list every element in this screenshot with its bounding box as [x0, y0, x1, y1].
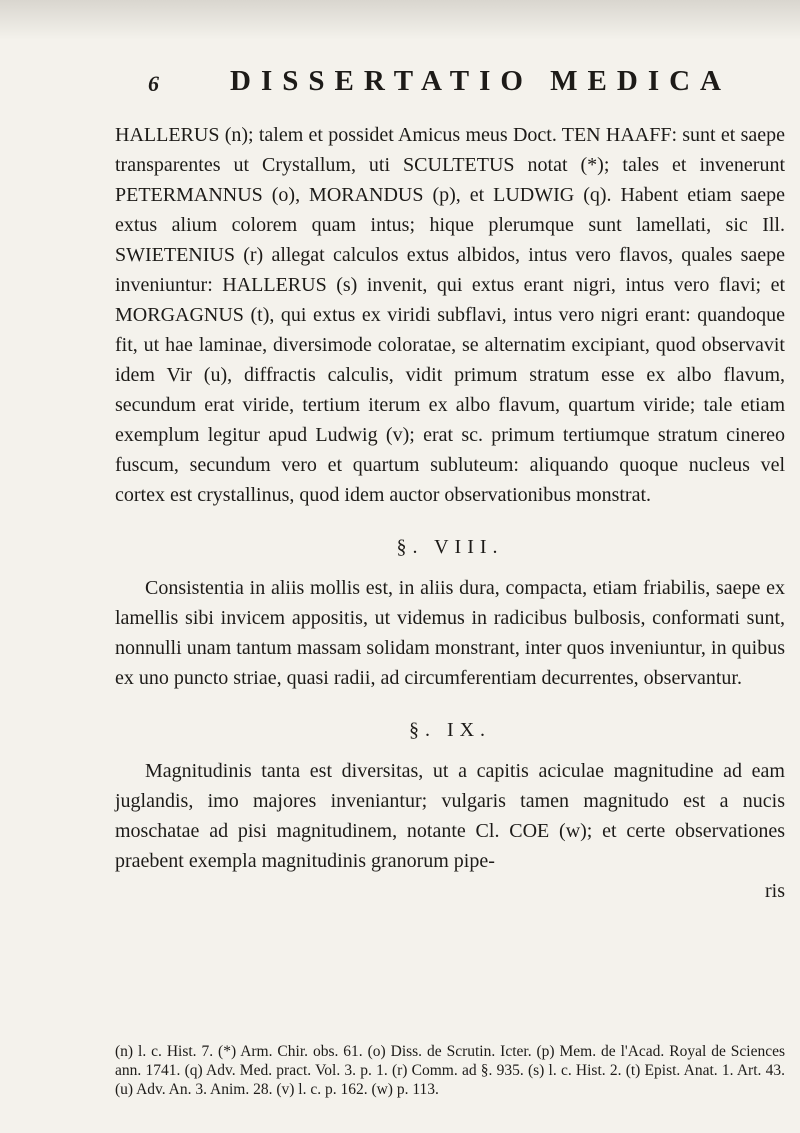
running-title: DISSERTATIO MEDICA: [230, 65, 731, 97]
paragraph-consistentia: Consistentia in aliis mollis est, in aliis dura, compacta, etiam friabilis, saepe ex lamellis sibi invicem appositis, ut videmus in radicibus bulbosis, conformati sunt, nonnulli unam tantum massam solidam monstrant, inter quos inveniuntur, in quibus ex uno puncto striae, quasi radii, ad circumferentiam decurrentes, observantur.: [115, 577, 785, 689]
page-edge-shadow: [0, 0, 800, 40]
catchword: ris: [765, 880, 785, 902]
body-text: [115, 120, 785, 906]
paragraph-calculi-colors: HALLERUS (n); talem et possidet Amicus meus Doct. TEN HAAFF: sunt et saepe transparentes ut Crystallum, uti SCULTETUS notat (*); tales et invenerunt PETERMANNUS (o), MORANDUS (p), et LUDWIG (q). Habent etiam saepe extus alium colorem quam intus; hique plerumque sunt lamellati, sic Ill. SWIETENIUS (r) allegat calculos extus albidos, intus vero flavos, quales saepe inveniuntur: HALLERUS (s) invenit, qui extus erant nigri, intus vero flavi; et MORGAGNUS (t), qui extus ex viridi subflavi, intus vero nigri erant: quandoque fit, ut hae laminae, diversimode coloratae, se alternatim excipiant, quod observavit idem Vir (u), diffractis calculis, vidit primum stratum esse ex albo flavum, secundum erat viride, tertium iterum ex albo flavum, quartum viride; tale etiam exemplum legitur apud Ludwig (v); erat sc. primum tertiumque stratum cinereo fuscum, secundum vero et quartum subluteum: aliquando quoque nucleus vel cortex est crystallinus, quod idem auctor observationibus monstrat.: [115, 124, 785, 506]
page-number: 6: [148, 71, 159, 96]
section-heading-9: §. IX.: [408, 719, 492, 741]
page-header: [0, 65, 800, 105]
section-heading-8: §. VIII.: [396, 536, 504, 558]
footnotes: (n) l. c. Hist. 7. (*) Arm. Chir. obs. 61. (o) Diss. de Scrutin. Icter. (p) Mem. de l'Acad. Royal de Sciences ann. 1741. (q) Adv. Med. pract. Vol. 3. p. 1. (r) Comm. ad §. 935. (s) l. c. Hist. 2. (t) Epist. Anat. 1. Art. 43. (u) Adv. An. 3. Anim. 28. (v) l. c. p. 162. (w) p. 113.: [115, 1043, 785, 1098]
paragraph-magnitudinis: Magnitudinis tanta est diversitas, ut a capitis aciculae magnitudine ad eam juglandis, imo majores inveniantur; vulgaris tamen magnitudo est a nucis moschatae ad pisi magnitudinem, notante Cl. COE (w); et certe observationes praebent exempla magnitudinis granorum pipe-: [115, 760, 785, 872]
